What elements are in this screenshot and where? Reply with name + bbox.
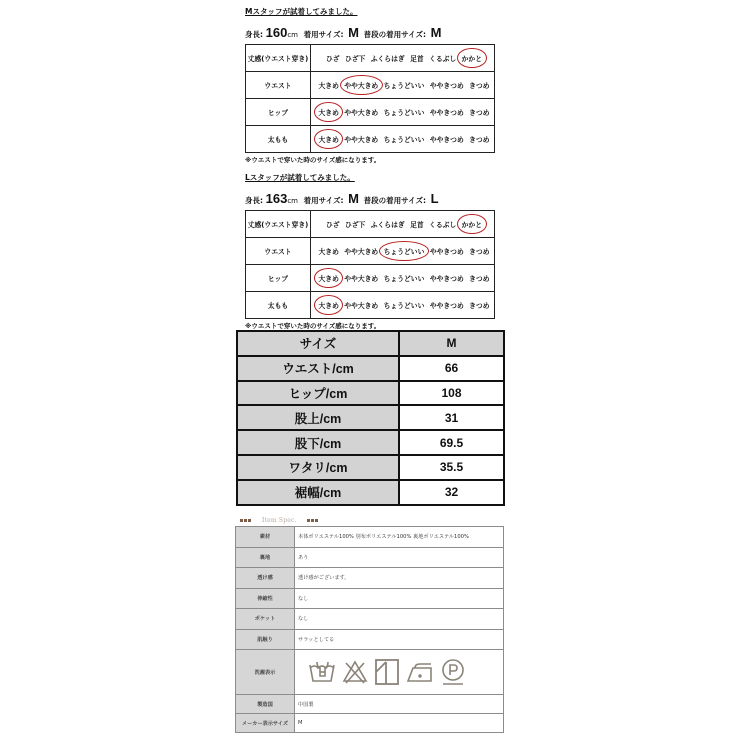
fit-row xyxy=(246,126,495,153)
fit-option: ふくらはぎ xyxy=(370,221,405,229)
staff-l-fitting-section xyxy=(245,172,495,331)
fit-option: ややきつめ xyxy=(429,302,464,310)
spec-key: メーカー表示サイズ xyxy=(236,714,295,733)
fit-option: やや大きめ xyxy=(344,248,379,256)
fit-option: きつめ xyxy=(469,136,490,144)
fit-option: やや大きめ xyxy=(344,109,379,117)
fit-option: ひざ下 xyxy=(344,221,366,229)
size-table-header-row xyxy=(237,331,504,356)
spec-key: 伸縮性 xyxy=(236,588,295,609)
size-row-value: 66 xyxy=(399,356,504,381)
fit-option-selected: 大きめ xyxy=(318,136,339,144)
usual-size-value: M xyxy=(430,25,442,40)
fit-option: ややきつめ xyxy=(429,248,464,256)
fit-row xyxy=(246,292,495,319)
usual-size-label: 普段の着用サイズ: xyxy=(363,196,427,205)
size-row-key: ウエスト/cm xyxy=(237,356,399,381)
worn-size-label: 着用サイズ: xyxy=(303,30,344,39)
height-value: 160 xyxy=(265,25,288,40)
staff-m-fitting-section xyxy=(245,6,495,165)
size-row-key: ヒップ/cm xyxy=(237,381,399,406)
worn-size-value: M xyxy=(348,191,359,206)
worn-size-value: M xyxy=(348,25,359,40)
spec-value: なし xyxy=(295,609,504,630)
size-table-row xyxy=(237,455,504,480)
usual-size-label: 普段の着用サイズ: xyxy=(363,30,427,39)
fit-row xyxy=(246,99,495,126)
fit-option: ひざ xyxy=(325,221,340,229)
size-table-row xyxy=(237,381,504,406)
size-row-value: 31 xyxy=(399,405,504,430)
fit-option-selected: かかと xyxy=(461,55,482,63)
care-icons-cell xyxy=(295,650,504,695)
spec-row-sheerness xyxy=(236,568,504,589)
no-bleach-icon xyxy=(342,659,368,685)
fit-row-options xyxy=(311,45,495,72)
fit-row-label: ウエスト xyxy=(246,238,311,265)
spec-key: 素材 xyxy=(236,527,295,548)
fit-row-options xyxy=(311,238,495,265)
size-row-value: 35.5 xyxy=(399,455,504,480)
fit-option: ちょうどいい xyxy=(383,136,425,144)
fit-option: ひざ下 xyxy=(344,55,366,63)
fit-option: やや大きめ xyxy=(344,302,379,310)
fit-row xyxy=(246,238,495,265)
staff-l-note: ※ウエストで穿いた時のサイズ感になります。 xyxy=(245,322,381,330)
decorative-squares-icon xyxy=(307,519,319,522)
fit-option: ひざ xyxy=(325,55,340,63)
fit-option-selected: やや大きめ xyxy=(344,82,379,90)
staff-m-meta xyxy=(245,24,495,42)
decorative-squares-icon xyxy=(240,519,252,522)
fit-row-label: ヒップ xyxy=(246,265,311,292)
fit-row-options xyxy=(311,211,495,238)
spec-key: 透け感 xyxy=(236,568,295,589)
item-spec-heading xyxy=(236,515,323,525)
fit-row-label: ウエスト xyxy=(246,72,311,99)
spec-row-care-label xyxy=(236,650,504,695)
fit-row xyxy=(246,211,495,238)
height-label: 身長: xyxy=(245,196,263,205)
height-unit: cm xyxy=(287,197,298,205)
usual-size-value: L xyxy=(430,191,439,206)
staff-m-fit-table xyxy=(245,44,495,153)
size-table-row xyxy=(237,430,504,455)
fit-row xyxy=(246,265,495,292)
fit-option: やや大きめ xyxy=(344,275,379,283)
hand-wash-icon xyxy=(308,659,336,685)
fit-option-selected: 大きめ xyxy=(318,275,339,283)
fit-row-label: 太もも xyxy=(246,292,311,319)
spec-value: M xyxy=(295,714,504,733)
spec-key: 肌触り xyxy=(236,629,295,650)
fit-row-options xyxy=(311,292,495,319)
fit-row-label: 丈感(ウエスト穿き) xyxy=(246,45,311,72)
fit-option-selected: ちょうどいい xyxy=(383,248,425,256)
fit-option-selected: 大きめ xyxy=(318,109,339,117)
staff-m-note: ※ウエストで穿いた時のサイズ感になります。 xyxy=(245,156,381,164)
spec-row-country xyxy=(236,695,504,714)
fit-option-selected: かかと xyxy=(461,221,482,229)
fit-option: ややきつめ xyxy=(429,275,464,283)
fit-option: ちょうどいい xyxy=(383,109,425,117)
fit-option: きつめ xyxy=(469,82,490,90)
spec-row-stretch xyxy=(236,588,504,609)
spec-value: 本体ポリエステル100% 別布ポリエステル100% 裏地ポリエステル100% xyxy=(295,527,504,548)
fit-option: 足首 xyxy=(410,55,424,63)
size-row-value: 32 xyxy=(399,480,504,505)
size-row-value: 69.5 xyxy=(399,430,504,455)
fit-option: きつめ xyxy=(469,248,490,256)
staff-l-fit-table xyxy=(245,210,495,319)
spec-row-material xyxy=(236,527,504,548)
spec-key: 洗濯表示 xyxy=(236,650,295,695)
dry-clean-p-icon xyxy=(440,658,466,686)
line-dry-shade-icon xyxy=(374,658,400,686)
spec-row-maker-size xyxy=(236,714,504,733)
size-table-row xyxy=(237,356,504,381)
size-row-key: 股下/cm xyxy=(237,430,399,455)
size-measurement-table xyxy=(236,330,505,506)
fit-row-label: 太もも xyxy=(246,126,311,153)
fit-option: ややきつめ xyxy=(429,136,464,144)
size-row-key: 裾幅/cm xyxy=(237,480,399,505)
fit-row xyxy=(246,72,495,99)
size-row-value: 108 xyxy=(399,381,504,406)
fit-option: やや大きめ xyxy=(344,136,379,144)
staff-l-title: Lスタッフが試着してみました。 xyxy=(245,173,355,182)
height-unit: cm xyxy=(287,31,298,39)
staff-m-title: Mスタッフが試着してみました。 xyxy=(245,7,358,16)
fit-option: くるぶし xyxy=(429,55,457,63)
worn-size-label: 着用サイズ: xyxy=(303,196,344,205)
spec-key: ポケット xyxy=(236,609,295,630)
fit-option: ちょうどいい xyxy=(383,275,425,283)
fit-option: きつめ xyxy=(469,109,490,117)
height-label: 身長: xyxy=(245,30,263,39)
fit-row-options xyxy=(311,126,495,153)
fit-option: 大きめ xyxy=(318,248,339,256)
height-value: 163 xyxy=(265,191,288,206)
fit-option: 大きめ xyxy=(318,82,339,90)
staff-l-meta xyxy=(245,190,495,208)
fit-option-selected: 大きめ xyxy=(318,302,339,310)
low-iron-icon xyxy=(406,660,434,684)
spec-value: 透け感がございます。 xyxy=(295,568,504,589)
spec-key: 裏地 xyxy=(236,547,295,568)
spec-row-lining xyxy=(236,547,504,568)
fit-option: ふくらはぎ xyxy=(370,55,405,63)
fit-row-options xyxy=(311,72,495,99)
fit-row-label: 丈感(ウエスト穿き) xyxy=(246,211,311,238)
fit-option: きつめ xyxy=(469,275,490,283)
item-spec-table xyxy=(235,526,504,733)
size-table-row xyxy=(237,480,504,505)
spec-row-texture xyxy=(236,629,504,650)
fit-row-options xyxy=(311,265,495,292)
size-row-key: ワタリ/cm xyxy=(237,455,399,480)
spec-row-pocket xyxy=(236,609,504,630)
fit-option: きつめ xyxy=(469,302,490,310)
fit-row-options xyxy=(311,99,495,126)
size-table-row xyxy=(237,405,504,430)
spec-value: 中国製 xyxy=(295,695,504,714)
fit-option: ちょうどいい xyxy=(383,82,425,90)
fit-option: ややきつめ xyxy=(429,109,464,117)
spec-value: なし xyxy=(295,588,504,609)
fit-row-label: ヒップ xyxy=(246,99,311,126)
spec-value: あり xyxy=(295,547,504,568)
fit-option: ちょうどいい xyxy=(383,302,425,310)
spec-value: サラッとしてる xyxy=(295,629,504,650)
spec-key: 製造国 xyxy=(236,695,295,714)
fit-row xyxy=(246,45,495,72)
size-header-key: サイズ xyxy=(237,331,399,356)
fit-option: ややきつめ xyxy=(429,82,464,90)
size-row-key: 股上/cm xyxy=(237,405,399,430)
fit-option: くるぶし xyxy=(429,221,457,229)
item-spec-title: Item Spec. xyxy=(262,516,297,524)
fit-option: 足首 xyxy=(410,221,424,229)
size-header-value: M xyxy=(399,331,504,356)
